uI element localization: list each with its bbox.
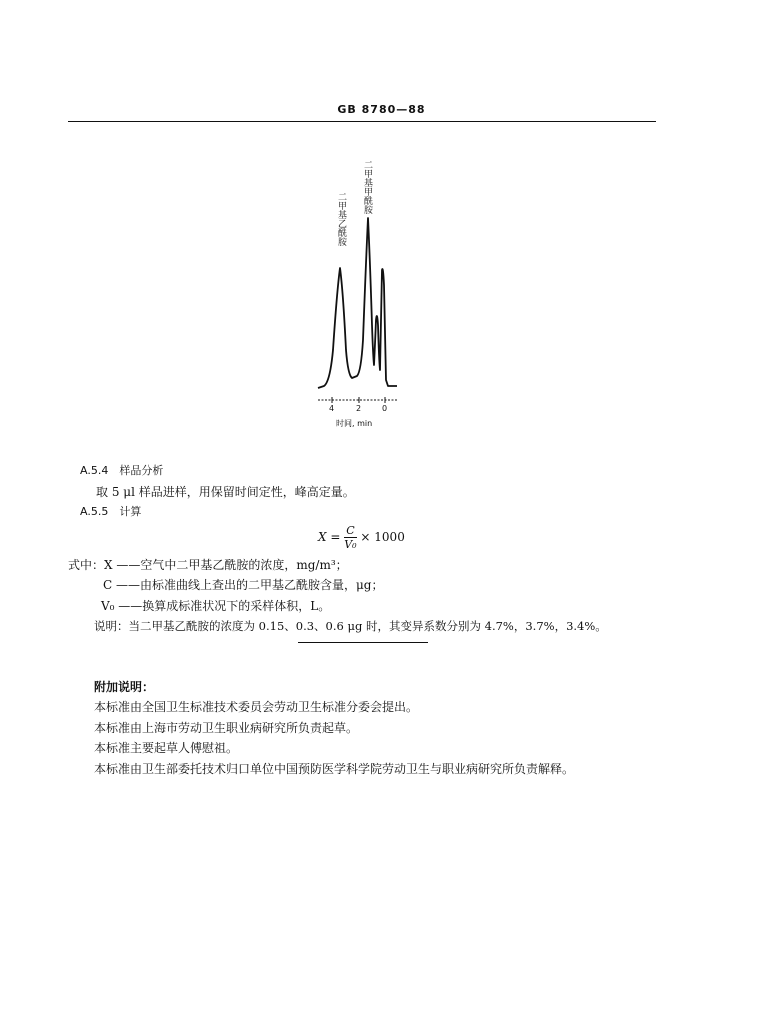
section-a55-heading: A.5.5 计算: [80, 505, 142, 518]
tick-label-4: 4: [329, 404, 335, 413]
tick-label-2: 2: [356, 404, 362, 413]
end-rule: [298, 642, 428, 643]
chromatogram-trace: [300, 150, 420, 435]
precision-note: 说明：当二甲基乙酰胺的浓度为 0.15、0.3、0.6 μg 时，其变异系数分别为 4.7%，3.7%，3.4%。: [94, 619, 607, 633]
header-rule: [68, 121, 656, 122]
document-code: GB 8780—88: [337, 103, 426, 116]
formula-lhs: X =: [318, 530, 345, 544]
formula-denominator: V₀: [344, 538, 357, 551]
peak-label-dimethylacetamide: 二甲基乙酰胺: [336, 192, 346, 246]
section-a54-body: 取 5 μl 样品进样，用保留时间定性，峰高定量。: [96, 485, 355, 499]
where-v: V₀ ——换算成标准状况下的采样体积，L。: [101, 599, 331, 613]
peak-label-dimethylformamide: 二甲基甲酰胺: [362, 160, 372, 214]
appendix-line: 本标准主要起草人傅慰祖。: [94, 741, 239, 755]
calculation-formula: [318, 524, 405, 551]
appendix-line: 本标准由全国卫生标准技术委员会劳动卫生标准分委会提出。: [94, 700, 419, 714]
formula-fraction: [344, 524, 356, 551]
x-axis-title: 时间, min: [336, 419, 373, 428]
appendix-title: 附加说明：: [94, 680, 155, 694]
where-c: C ——由标准曲线上查出的二甲基乙酰胺含量，μg；: [103, 578, 384, 592]
tick-label-0: 0: [382, 404, 388, 413]
trace-line: [318, 218, 397, 388]
formula-numerator: C: [346, 524, 355, 537]
section-a54-heading: A.5.4 样品分析: [80, 464, 164, 477]
appendix-line: 本标准由上海市劳动卫生职业病研究所负责起草。: [94, 721, 359, 735]
appendix-line: 本标准由卫生部委托技术归口单位中国预防医学科学院劳动卫生与职业病研究所负责解释。: [94, 762, 575, 776]
where-x: 式中：X ——空气中二甲基乙酰胺的浓度，mg/m³；: [68, 558, 348, 572]
formula-rhs: × 1000: [360, 530, 405, 544]
chromatogram-figure: [300, 150, 420, 435]
